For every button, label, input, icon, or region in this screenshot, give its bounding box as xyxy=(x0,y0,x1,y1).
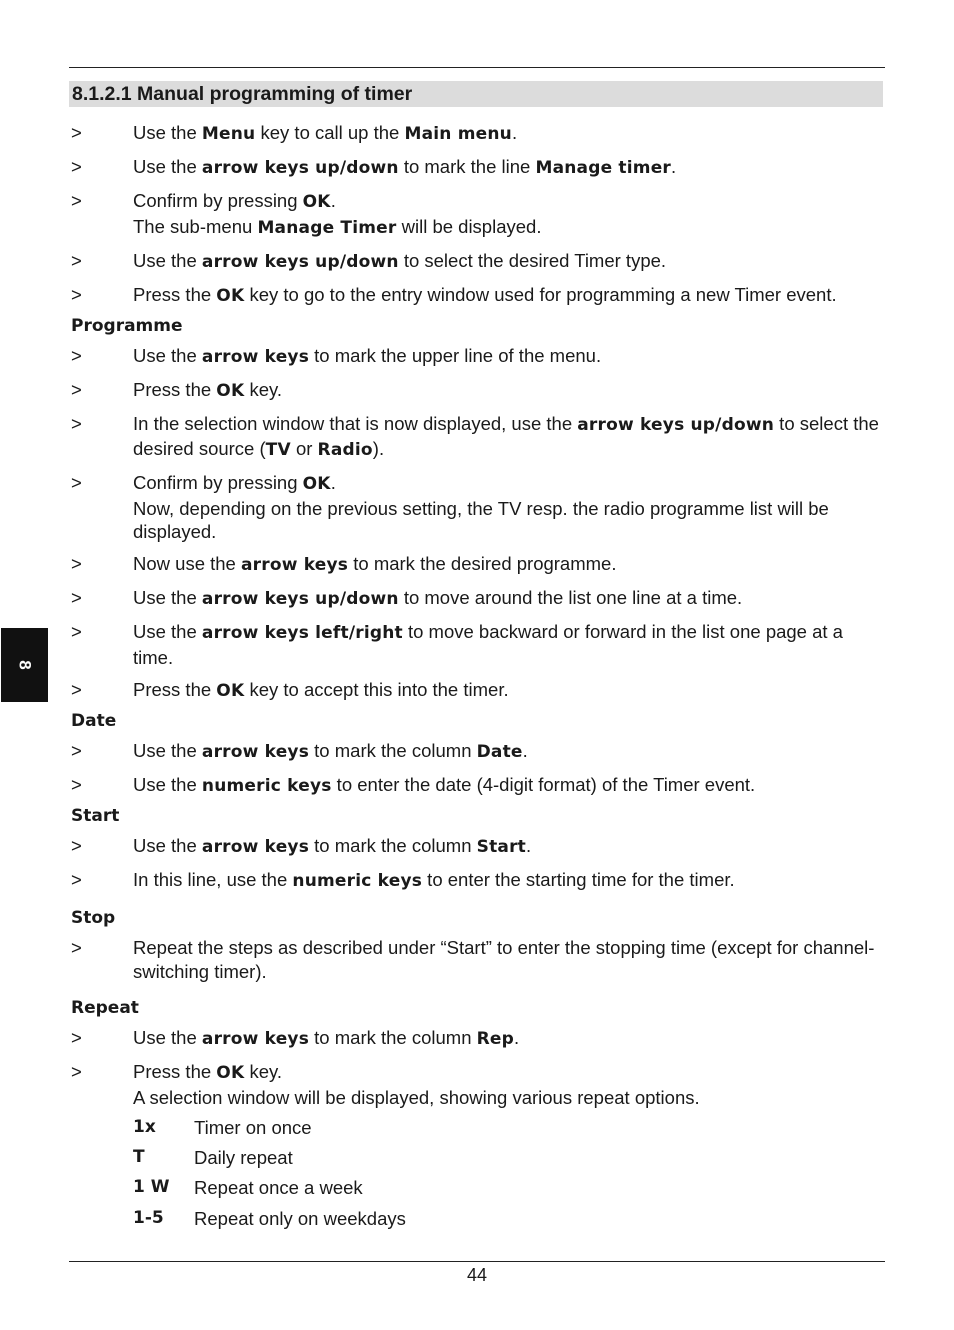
programme-heading: Programme xyxy=(71,315,183,336)
top-rule xyxy=(69,67,885,68)
step-text: Now use the arrow keys to mark the desired programme. xyxy=(133,553,617,575)
repeat-option-code: 1x xyxy=(133,1116,156,1137)
key-term: arrow keys left/right xyxy=(201,623,403,643)
key-term: OK xyxy=(216,1063,245,1083)
step-text: Use the numeric keys to enter the date (4-digit format) of the Timer event. xyxy=(133,773,756,796)
key-term: arrow keys xyxy=(201,741,310,762)
step-text: Use the arrow keys up/down to mark the line Manage timer. xyxy=(133,156,677,178)
step-text: Use the arrow keys left/right to move backward or forward in the list one page at a time. xyxy=(133,621,843,668)
step-text: Repeat the steps as described under “Start” to enter the stopping time (except for channel-switching timer). xyxy=(133,937,875,982)
step-marker: > xyxy=(71,1061,82,1082)
step-marker: > xyxy=(71,378,82,400)
instruction-step xyxy=(71,378,883,404)
step-marker: > xyxy=(71,412,82,434)
key-term: Manage timer xyxy=(535,158,672,178)
step-text: Press the OK key to accept this into the timer. xyxy=(133,678,509,701)
instruction-step xyxy=(71,471,883,544)
instruction-step xyxy=(71,868,883,894)
chapter-side-tab xyxy=(1,628,48,702)
repeat-option-row xyxy=(133,1207,883,1230)
step-text: Use the arrow keys to mark the column Date. xyxy=(133,739,528,762)
key-term: Start xyxy=(476,836,526,857)
step-text: Use the arrow keys up/down to move around the list one line at a time. xyxy=(133,587,743,609)
step-marker: > xyxy=(71,621,82,642)
instruction-step xyxy=(71,189,883,240)
instruction-step xyxy=(71,249,883,275)
key-term: Main menu xyxy=(404,124,512,144)
repeat-option-row xyxy=(133,1176,883,1199)
instruction-step xyxy=(71,552,883,578)
section-title: 8.1.2.1 Manual programming of timer xyxy=(72,83,413,105)
key-term: Manage Timer xyxy=(257,217,397,238)
instruction-step xyxy=(71,586,883,612)
key-term: arrow keys xyxy=(240,555,349,575)
step-text: Confirm by pressing OK. Now, depending on the previous setting, the TV resp. the radio programme list will be displayed. xyxy=(133,472,829,542)
repeat-option-label: Timer on once xyxy=(194,1116,312,1138)
key-term: arrow keys xyxy=(201,346,310,367)
start-steps xyxy=(71,834,883,894)
step-marker: > xyxy=(71,868,82,890)
repeat-option-row xyxy=(133,1116,883,1139)
key-term: OK xyxy=(216,380,245,401)
key-term: arrow keys xyxy=(201,836,310,857)
key-term: TV xyxy=(265,440,291,460)
programme-steps xyxy=(71,344,883,704)
instruction-step xyxy=(71,344,883,370)
instruction-step xyxy=(71,155,883,181)
step-text: Use the arrow keys up/down to select the desired Timer type. xyxy=(133,249,667,272)
step-marker: > xyxy=(71,472,82,493)
step-marker: > xyxy=(71,249,82,271)
instruction-step xyxy=(71,773,883,799)
key-term: Rep xyxy=(476,1029,515,1049)
bottom-rule xyxy=(69,1261,885,1262)
instruction-step xyxy=(71,739,883,765)
key-term: arrow keys up/down xyxy=(201,589,399,609)
repeat-heading: Repeat xyxy=(71,998,139,1018)
key-term: OK xyxy=(216,285,245,306)
step-text: Press the OK key to go to the entry window used for programming a new Timer event. xyxy=(133,283,837,306)
step-marker: > xyxy=(71,739,82,761)
key-term: Radio xyxy=(317,440,373,460)
instruction-step xyxy=(71,121,883,147)
repeat-option-label: Daily repeat xyxy=(194,1146,293,1168)
step-text: Use the arrow keys to mark the column Start. xyxy=(133,834,532,857)
key-term: arrow keys xyxy=(201,1029,310,1049)
stop-steps xyxy=(71,936,883,983)
step-marker: > xyxy=(71,773,82,795)
key-term: arrow keys up/down xyxy=(201,158,399,178)
page-number: 44 xyxy=(466,1265,488,1285)
chapter-side-tab-label: 8 xyxy=(15,660,35,670)
stop-heading: Stop xyxy=(71,908,116,928)
step-marker: > xyxy=(71,283,82,305)
date-steps xyxy=(71,739,883,799)
instruction-step xyxy=(71,1060,883,1109)
repeat-option-label: Repeat only on weekdays xyxy=(194,1207,406,1229)
repeat-option-code: 1-5 xyxy=(133,1207,164,1228)
step-marker: > xyxy=(71,122,82,143)
repeat-steps xyxy=(71,1026,883,1109)
key-term: Date xyxy=(476,741,523,762)
repeat-option-code: T xyxy=(133,1146,145,1167)
instruction-step xyxy=(71,834,883,860)
step-marker: > xyxy=(71,937,82,958)
repeat-options-table xyxy=(133,1116,883,1230)
key-term: arrow keys up/down xyxy=(201,251,399,272)
step-marker: > xyxy=(71,678,82,700)
step-marker: > xyxy=(71,1027,82,1048)
instruction-step xyxy=(71,1026,883,1052)
key-term: numeric keys xyxy=(292,870,423,891)
repeat-option-code: 1 W xyxy=(133,1177,170,1198)
step-text: Press the OK key. A selection window will be displayed, showing various repeat options. xyxy=(133,1061,700,1108)
instruction-step xyxy=(71,283,883,309)
step-marker: > xyxy=(71,834,82,856)
key-term: OK xyxy=(302,192,331,212)
section-header-bar xyxy=(69,81,883,107)
instruction-step xyxy=(71,936,883,983)
step-text: Use the arrow keys to mark the column Rep. xyxy=(133,1027,520,1049)
step-marker: > xyxy=(71,344,82,366)
key-term: OK xyxy=(302,474,331,494)
step-text: In the selection window that is now displayed, use the arrow keys up/down to select the desired source (TV or Radio). xyxy=(133,412,879,460)
key-term: numeric keys xyxy=(201,775,332,796)
instruction-step xyxy=(71,678,883,704)
step-marker: > xyxy=(71,553,82,574)
key-term: arrow keys up/down xyxy=(577,414,775,435)
step-text: Confirm by pressing OK. The sub-menu Manage Timer will be displayed. xyxy=(133,190,542,238)
instruction-step xyxy=(71,412,883,463)
repeat-option-label: Repeat once a week xyxy=(194,1177,363,1199)
date-heading: Date xyxy=(71,710,117,731)
step-text: Press the OK key. xyxy=(133,378,283,401)
step-marker: > xyxy=(71,156,82,177)
step-text: Use the Menu key to call up the Main menu. xyxy=(133,122,518,144)
step-text: In this line, use the numeric keys to enter the starting time for the timer. xyxy=(133,868,735,891)
page-content xyxy=(71,121,883,1237)
repeat-option-row xyxy=(133,1146,883,1169)
step-marker: > xyxy=(71,587,82,608)
instruction-step xyxy=(71,620,883,669)
step-marker: > xyxy=(71,190,82,211)
key-term: OK xyxy=(216,680,245,701)
step-text: Use the arrow keys to mark the upper line of the menu. xyxy=(133,344,602,367)
start-heading: Start xyxy=(71,805,120,826)
key-term: Menu xyxy=(201,124,256,144)
intro-steps xyxy=(71,121,883,308)
